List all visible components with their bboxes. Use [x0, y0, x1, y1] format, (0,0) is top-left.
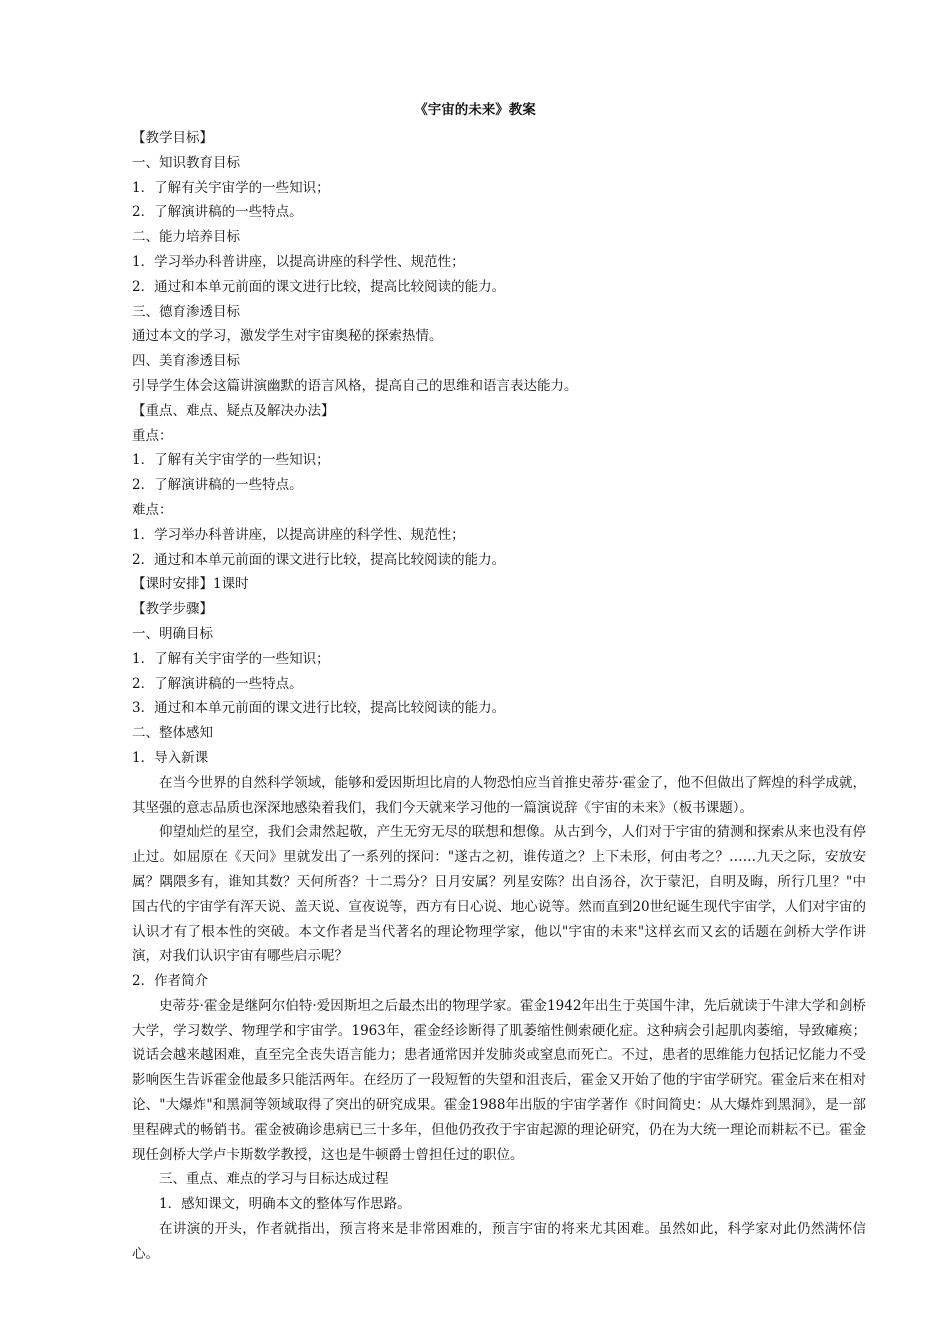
list-item: 2．了解演讲稿的一些特点。: [132, 204, 303, 221]
list-item: 1．了解有关宇宙学的一些知识；: [132, 452, 330, 469]
label-difficulty: 难点：: [132, 501, 173, 518]
paragraph-opening: 在讲演的开头，作者就指出，预言将来是非常困难的，预言宇宙的将来尤其困难。虽然如此，科学家对此仍然满怀信心。: [132, 1221, 866, 1262]
section-heading-key-points: 【重点、难点、疑点及解决办法】: [132, 402, 335, 419]
list-item: 2．通过和本单元前面的课文进行比较，提高比较阅读的能力。: [132, 278, 506, 295]
paragraph-author: 史蒂芬·霍金是继阿尔伯特·爱因斯坦之后最杰出的物理学家。霍金1942年出生于英国牛津，先后就读于牛津大学和剑桥大学，学习数学、物理学和宇宙学。1963年，霍金经诊断得了肌萎缩性侧索硬化症。这种病会引起肌肉萎缩，导致瘫痪；说话会越来越困难，直至完全丧失语言能力；患者通常因并发肺炎或窒息而死亡。不过，患者的思维能力包括记忆能力不受影响医生告诉霍金他最多只能活两年。在经历了一段短暂的失望和沮丧后，霍金又开始了他的宇宙学研究。霍金后来在相对论、"大爆炸"和黑洞等领域取得了突出的研究成果。霍金1988年出版的宇宙学著作《时间简史：从大爆炸到黑洞》，是一部里程碑式的畅销书。霍金被确诊患病已三十多年，但他仍孜孜于宇宙起源的理论研究，仍在为大统一理论而耕耘不已。霍金现任剑桥大学卢卡斯数学教授，这也是牛顿爵士曾担任过的职位。: [132, 997, 866, 1163]
document-title: 《宇宙的未来》教案: [414, 102, 536, 118]
section-heading-schedule: 【课时安排】1课时: [132, 576, 249, 593]
list-item: 1．学习举办科普讲座，以提高讲座的科学性、规范性；: [132, 253, 465, 270]
section-heading-objectives: 【教学目标】: [132, 130, 213, 146]
section-heading-steps: 【教学步骤】: [132, 601, 213, 618]
label-key: 重点：: [132, 427, 173, 444]
subheading-ability: 二、能力培养目标: [132, 229, 240, 246]
subheading-perceive: 1．感知课文，明确本文的整体写作思路。: [159, 1196, 411, 1213]
subheading-key-process: 三、重点、难点的学习与目标达成过程: [159, 1171, 389, 1188]
subheading-intro: 1．导入新课: [132, 749, 209, 766]
subheading-moral: 三、德育渗透目标: [132, 303, 240, 320]
list-item: 2．通过和本单元前面的课文进行比较，提高比较阅读的能力。: [132, 551, 506, 568]
document-body: [132, 126, 866, 1267]
list-item: 3．通过和本单元前面的课文进行比较，提高比较阅读的能力。: [132, 700, 506, 717]
list-item: 1．了解有关宇宙学的一些知识；: [132, 179, 330, 196]
text-line: 引导学生体会这篇讲演幽默的语言风格，提高自己的思维和语言表达能力。: [132, 377, 578, 394]
subheading-knowledge: 一、知识教育目标: [132, 154, 240, 171]
list-item: 2．了解演讲稿的一些特点。: [132, 675, 303, 692]
subheading-clarify-goals: 一、明确目标: [132, 625, 213, 642]
list-item: 1．学习举办科普讲座，以提高讲座的科学性、规范性；: [132, 526, 465, 543]
subheading-aesthetic: 四、美育渗透目标: [132, 353, 240, 370]
paragraph-starry-sky: 仰望灿烂的星空，我们会肃然起敬，产生无穷无尽的联想和想像。从古到今，人们对于宇宙的猜测和探索从来也没有停止过。如屈原在《天问》里就发出了一系列的探问："遂古之初，谁传道之？上下未形，何由考之？……九天之际，安放安属？隅隈多有，谁知其数？天何所沓？十二焉分？日月安属？列星安陈？出自汤谷，次于蒙汜，自明及晦，所行几里？"中国古代的宇宙学有浑天说、盖天说、宣夜说等，西方有日心说、地心说等。然而直到20世纪诞生现代宇宙学，人们对宇宙的认识才有了根本性的突破。本文作者是当代著名的理论物理学家，他以"宇宙的未来"这样玄而又玄的话题在剑桥大学作讲演，对我们认识宇宙有哪些启示呢？: [132, 824, 866, 965]
list-item: 1．了解有关宇宙学的一些知识；: [132, 650, 330, 667]
paragraph-intro: 在当今世界的自然科学领域，能够和爱因斯坦比肩的人物恐怕应当首推史蒂芬·霍金了，他不但做出了辉煌的科学成就，其坚强的意志品质也深深地感染着我们，我们今天就来学习他的一篇演说辞《宇宙的未来》（板书课题）。: [132, 774, 866, 816]
list-item: 2．了解演讲稿的一些特点。: [132, 477, 303, 494]
text-line: 通过本文的学习，激发学生对宇宙奥秘的探索热情。: [132, 328, 443, 345]
subheading-overall: 二、整体感知: [132, 725, 213, 742]
subheading-author: 2．作者简介: [132, 973, 209, 990]
